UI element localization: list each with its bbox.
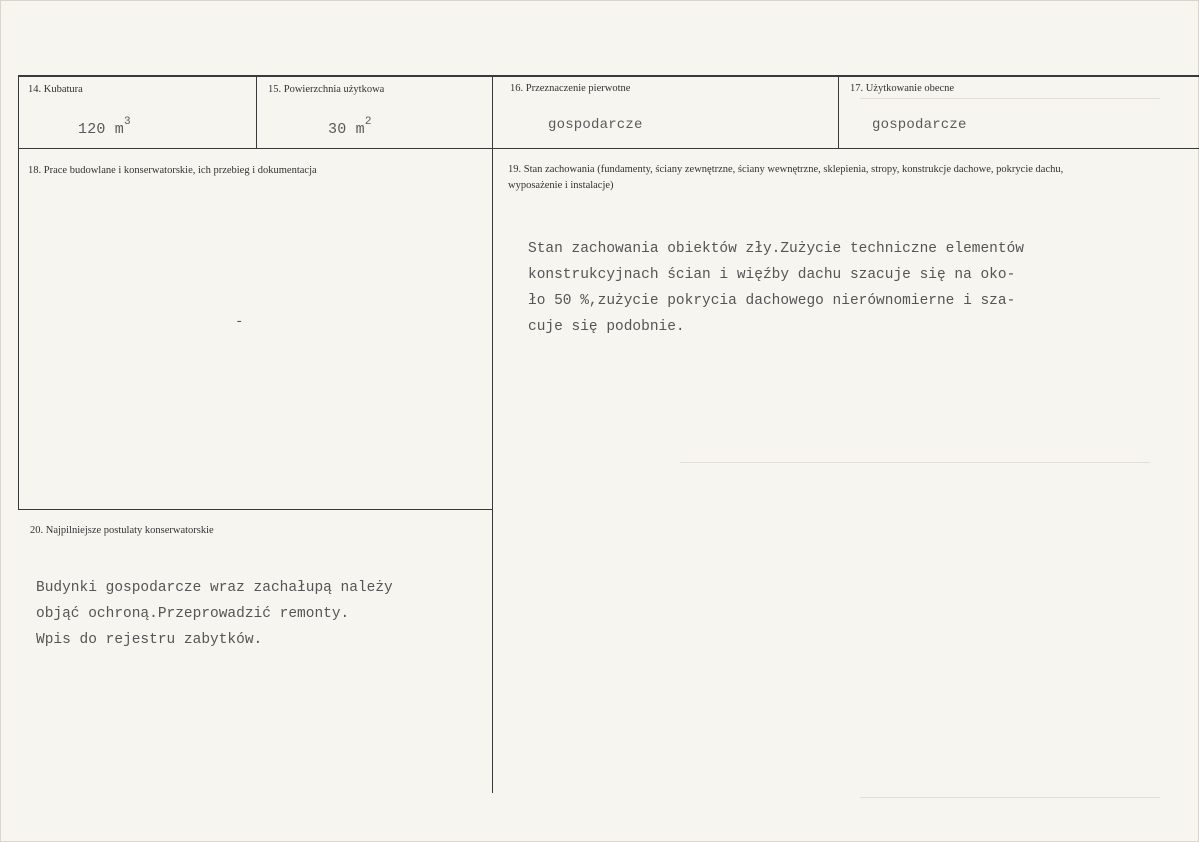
field-15-label: 15. Powierzchnia użytkowa <box>268 84 385 95</box>
left-border <box>18 75 19 510</box>
field-18-value: - <box>235 314 244 330</box>
field-20-label: 20. Najpilniejsze postulaty konserwatorskie <box>30 525 214 536</box>
showthrough-line <box>860 797 1160 798</box>
field-16-value: gospodarcze <box>548 117 643 133</box>
field-17-label: 17. Użytkowanie obecne <box>850 83 955 94</box>
showthrough-line <box>680 462 1150 463</box>
row1-bottom-rule <box>18 148 1199 149</box>
field-18-label: 18. Prace budowlane i konserwatorskie, ich przebieg i dokumentacja <box>28 165 317 176</box>
field-19-line: ło 50 %,zużycie pokrycia dachowego nierównomierne i sza- <box>528 293 1016 309</box>
top-rule <box>18 75 1199 77</box>
divider-14-15 <box>256 75 257 149</box>
field-14-label: 14. Kubatura <box>28 84 83 95</box>
field-20-line: Budynki gospodarcze wraz zachałupą należy <box>36 580 393 596</box>
divider-15-16 <box>492 75 493 793</box>
field-14-value: 120 $m^3$ <box>78 116 131 138</box>
field-15-value: 30 $m^2$ <box>328 116 372 138</box>
showthrough-line <box>860 98 1160 99</box>
divider-16-17 <box>838 75 839 149</box>
field-19-line: cuje się podobnie. <box>528 319 685 335</box>
field-20-line: Wpis do rejestru zabytków. <box>36 632 263 648</box>
field-15-exponent: 2 <box>364 116 372 128</box>
field-19-label: 19. Stan zachowania (fundamenty, ściany zewnętrzne, ściany wewnętrzne, sklepienia, stropy, konstrukcje dachowe, pokrycie dachu, wyposażenie i instalacje) <box>508 164 1064 191</box>
box18-bottom-rule <box>18 509 492 510</box>
field-19-line: Stan zachowania obiektów zły.Zużycie techniczne elementów <box>528 241 1024 257</box>
field-19-line: konstrukcyjnach ścian i więźby dachu szacuje się na oko- <box>528 267 1016 283</box>
field-14-exponent: 3 <box>124 116 131 128</box>
field-20-line: objąć ochroną.Przeprowadzić remonty. <box>36 606 350 622</box>
field-16-label: 16. Przeznaczenie pierwotne <box>510 83 631 94</box>
field-17-value: gospodarcze <box>872 117 967 133</box>
